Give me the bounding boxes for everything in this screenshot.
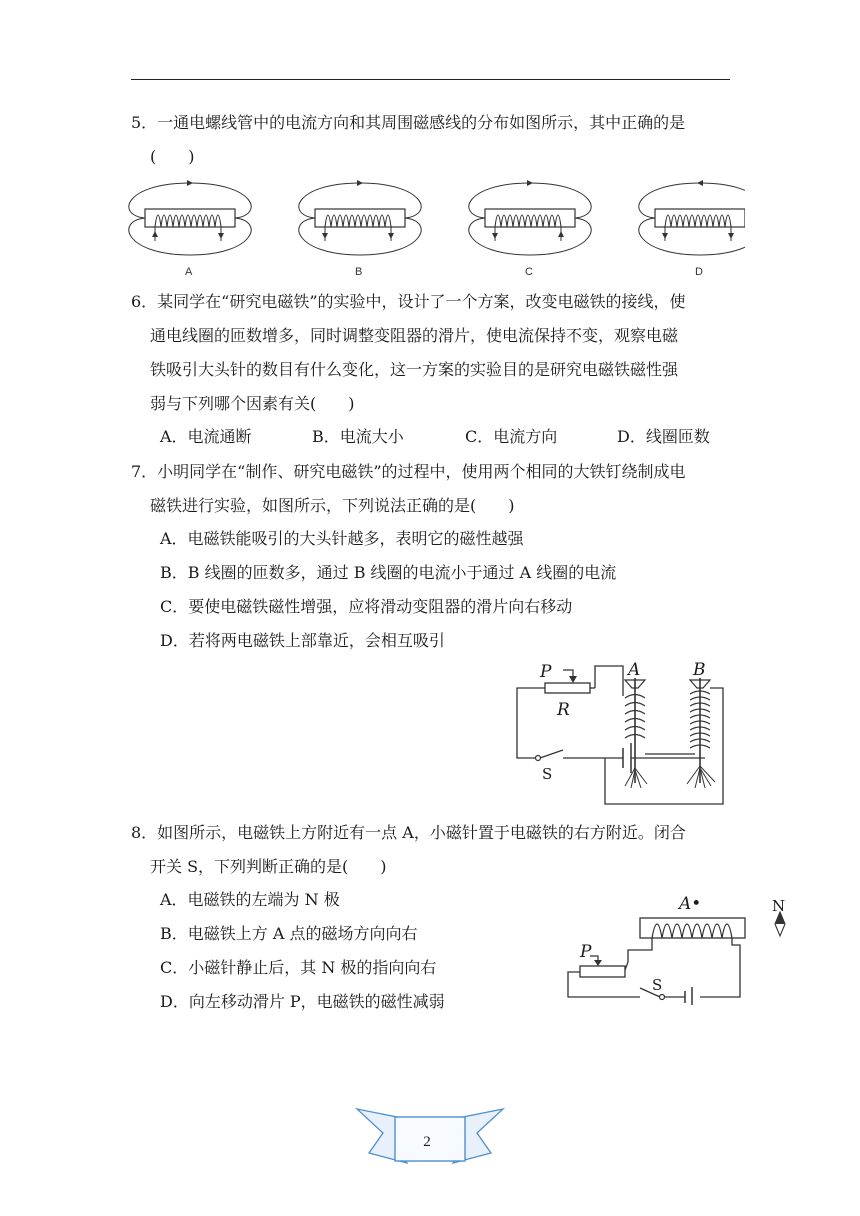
page-number: 2	[423, 1134, 431, 1150]
figure-d	[639, 180, 745, 255]
q7-option-d: D．若将两电磁铁上部靠近，会相互吸引	[160, 631, 445, 650]
fig-label-c: C	[525, 266, 533, 278]
q7-option-c: C．要使电磁铁磁性增强，应将滑动变阻器的滑片向右移动	[160, 597, 573, 616]
figure-b	[299, 180, 421, 255]
q8-label-a: A•	[679, 894, 702, 914]
fig-label-a: A	[185, 266, 193, 278]
q6-option-d: D．线圈匝数	[617, 427, 710, 446]
q6-line-4: 弱与下列哪个因素有关( )	[150, 394, 355, 413]
q8-option-a: A．电磁铁的左端为 N 极	[160, 890, 340, 909]
q8-circuit-diagram	[560, 890, 790, 1005]
q7-label-p: P	[540, 662, 552, 682]
q6-line-3: 铁吸引大头针的数目有什么变化，这一方案的实验目的是研究电磁铁磁性强	[150, 360, 679, 379]
header-rule	[131, 79, 730, 80]
q5-answer-blank: ( )	[150, 147, 195, 166]
q6-option-a: A．电流通断	[160, 427, 252, 446]
q8-option-d: D．向左移动滑片 P，电磁铁的磁性减弱	[160, 992, 445, 1011]
fig-label-d: D	[695, 266, 703, 278]
fig-label-b: B	[355, 266, 363, 278]
q6-line-2: 通电线圈的匝数增多，同时调整变阻器的滑片，使电流保持不变，观察电磁	[150, 326, 679, 345]
q8-line-2: 开关 S，下列判断正确的是( )	[150, 857, 387, 876]
q6-option-c: C．电流方向	[465, 427, 558, 446]
q6-line-1: 6．某同学在“研究电磁铁”的实验中，设计了一个方案，改变电磁铁的接线，使	[131, 292, 686, 311]
q8-option-c: C．小磁针静止后，其 N 极的指向向右	[160, 958, 437, 977]
q5-stem: 5．一通电螺线管中的电流方向和其周围磁感线的分布如图所示，其中正确的是	[131, 113, 686, 132]
q8-label-n: N	[772, 897, 786, 915]
q5-figures	[125, 175, 745, 285]
q7-label-a: A	[628, 660, 641, 680]
q7-line-2: 磁铁进行实验，如图所示，下列说法正确的是( )	[150, 496, 515, 515]
q7-label-s: S	[542, 765, 553, 783]
q7-line-1: 7．小明同学在“制作、研究电磁铁”的过程中，使用两个相同的大铁钉绕制成电	[131, 462, 686, 481]
figure-a	[129, 180, 251, 255]
q6-option-b: B．电流大小	[312, 427, 404, 446]
q8-option-b: B．电磁铁上方 A 点的磁场方向向右	[160, 924, 418, 943]
q8-label-s: S	[652, 976, 663, 994]
q8-label-p: P	[580, 942, 592, 962]
q7-label-r: R	[557, 700, 570, 720]
q8-line-1: 8．如图所示，电磁铁上方附近有一点 A，小磁针置于电磁铁的右方附近。闭合	[131, 823, 686, 842]
q7-option-b: B．B 线圈的匝数多，通过 B 线圈的电流小于通过 A 线圈的电流	[160, 563, 617, 582]
q7-option-a: A．电磁铁能吸引的大头针越多，表明它的磁性越强	[160, 529, 524, 548]
q7-label-b: B	[693, 660, 706, 680]
figure-c	[469, 180, 591, 255]
